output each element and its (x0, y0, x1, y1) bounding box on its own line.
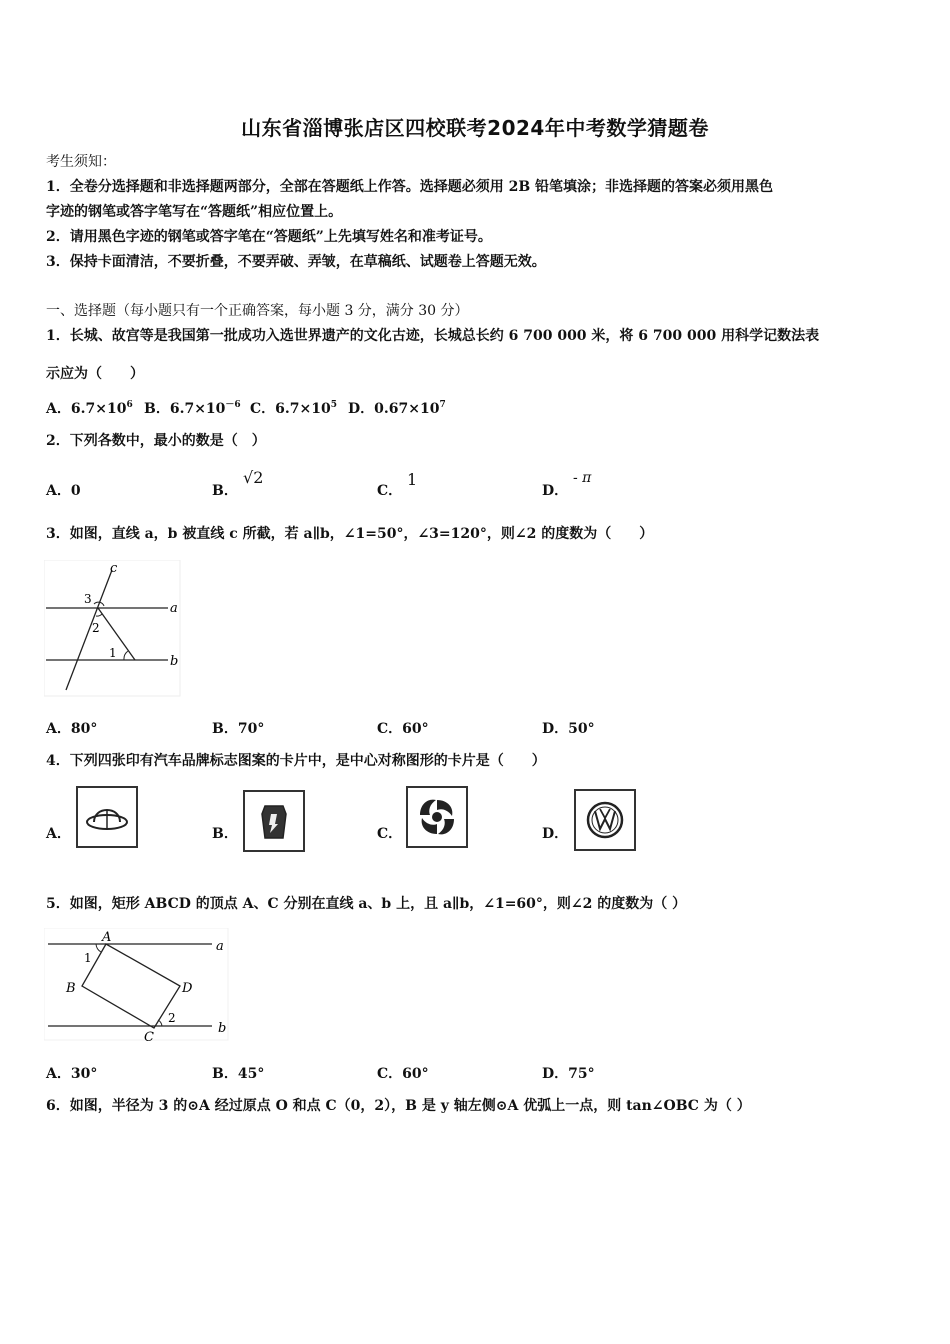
label-b: b (218, 1021, 227, 1036)
q2-option-c: C． (377, 483, 403, 499)
label-C: C (144, 1030, 154, 1045)
label-c: c (110, 561, 118, 576)
notice-line-1a: 1．全卷分选择题和非选择题两部分，全部在答题纸上作答。选择题必须用 2B 铅笔填涂；非选择题的答案必须用黑色 (46, 179, 774, 195)
label-B: B (66, 981, 76, 996)
page-title: 山东省淄博张店区四校联考2024年中考数学猜题卷 (241, 116, 709, 140)
swirl-logo-icon (408, 788, 466, 846)
q2-option-d: D． (542, 483, 569, 499)
label-a: a (216, 939, 224, 954)
q4-card-b (243, 790, 305, 852)
q2-stem: 2．下列各数中，最小的数是（ ） (46, 433, 266, 449)
q3-figure (44, 560, 182, 698)
q2-option-b-value: √2 (243, 468, 264, 487)
label-2: 2 (92, 621, 100, 635)
label-b: b (170, 654, 179, 669)
q6-stem: 6．如图，半径为 3 的⊙A 经过原点 O 和点 C（0，2），B 是 y 轴左侧⊙A 优弧上一点，则 tan∠OBC 为（ ） (46, 1098, 751, 1114)
label-D: D (182, 981, 193, 996)
q3-option-d: D．50° (542, 721, 595, 737)
q4-card-a (76, 786, 138, 848)
q1-stem-b: 示应为（ ） (46, 366, 144, 382)
q4-card-d (574, 789, 636, 851)
label-3: 3 (84, 592, 92, 606)
q3-option-a: A．80° (46, 721, 98, 737)
label-A: A (102, 930, 112, 945)
q2-option-c-value: 1 (407, 470, 418, 489)
q5-option-d: D．75° (542, 1066, 595, 1082)
q1-option-c: C．$6.7\times 10^5$ (250, 400, 337, 417)
q2-option-d-value: - π (573, 470, 592, 486)
label-2: 2 (168, 1011, 176, 1025)
q3-stem: 3．如图，直线 a，b 被直线 c 所截，若 a∥b，∠1=50°，∠3=120°，则∠2 的度数为（ ） (46, 526, 654, 542)
q1-option-a: A．$6.7\times 10^6$ (46, 400, 133, 417)
notice-line-1b: 字迹的钢笔或答字笔写在“答题纸”相应位置上。 (46, 204, 343, 220)
vw-logo-icon (576, 791, 634, 849)
hat-logo-icon (78, 788, 136, 846)
q2-option-a: A．0 (46, 483, 81, 499)
q1-option-b: B．$6.7\times 10^{-6}$ (144, 400, 241, 417)
section-heading: 一、选择题（每小题只有一个正确答案，每小题 3 分，满分 30 分） (46, 303, 469, 319)
q3-option-c: C．60° (377, 721, 429, 737)
q5-option-c: C．60° (377, 1066, 429, 1082)
label-1: 1 (109, 646, 117, 660)
q4-option-a: A． (46, 826, 71, 842)
q3-option-b: B．70° (212, 721, 265, 737)
q4-option-c: C． (377, 826, 403, 842)
q1-stem-a: 1．长城、故宫等是我国第一批成功入选世界遗产的文化古迹，长城总长约 6 700 000 米，将 6 700 000 用科学记数法表 (46, 328, 820, 344)
label-1: 1 (84, 951, 92, 965)
notice-heading: 考生须知： (46, 154, 116, 170)
q5-option-a: A．30° (46, 1066, 98, 1082)
q1-option-d: D．$0.67\times 10^7$ (348, 400, 446, 417)
shield-logo-icon (245, 792, 303, 850)
q4-card-c (406, 786, 468, 848)
q4-option-d: D． (542, 826, 569, 842)
q5-option-b: B．45° (212, 1066, 265, 1082)
q2-option-b: B． (212, 483, 238, 499)
notice-line-2: 2．请用黑色字迹的钢笔或答字笔在“答题纸”上先填写姓名和准考证号。 (46, 229, 492, 245)
q4-stem: 4．下列四张印有汽车品牌标志图案的卡片中，是中心对称图形的卡片是（ ） (46, 753, 546, 769)
notice-line-3: 3．保持卡面清洁，不要折叠，不要弄破、弄皱，在草稿纸、试题卷上答题无效。 (46, 254, 546, 270)
q4-option-b: B． (212, 826, 238, 842)
q5-stem: 5．如图，矩形 ABCD 的顶点 A、C 分别在直线 a、b 上，且 a∥b，∠1=60°，则∠2 的度数为（ ） (46, 896, 687, 912)
label-a: a (170, 601, 178, 616)
q5-figure (44, 928, 234, 1046)
